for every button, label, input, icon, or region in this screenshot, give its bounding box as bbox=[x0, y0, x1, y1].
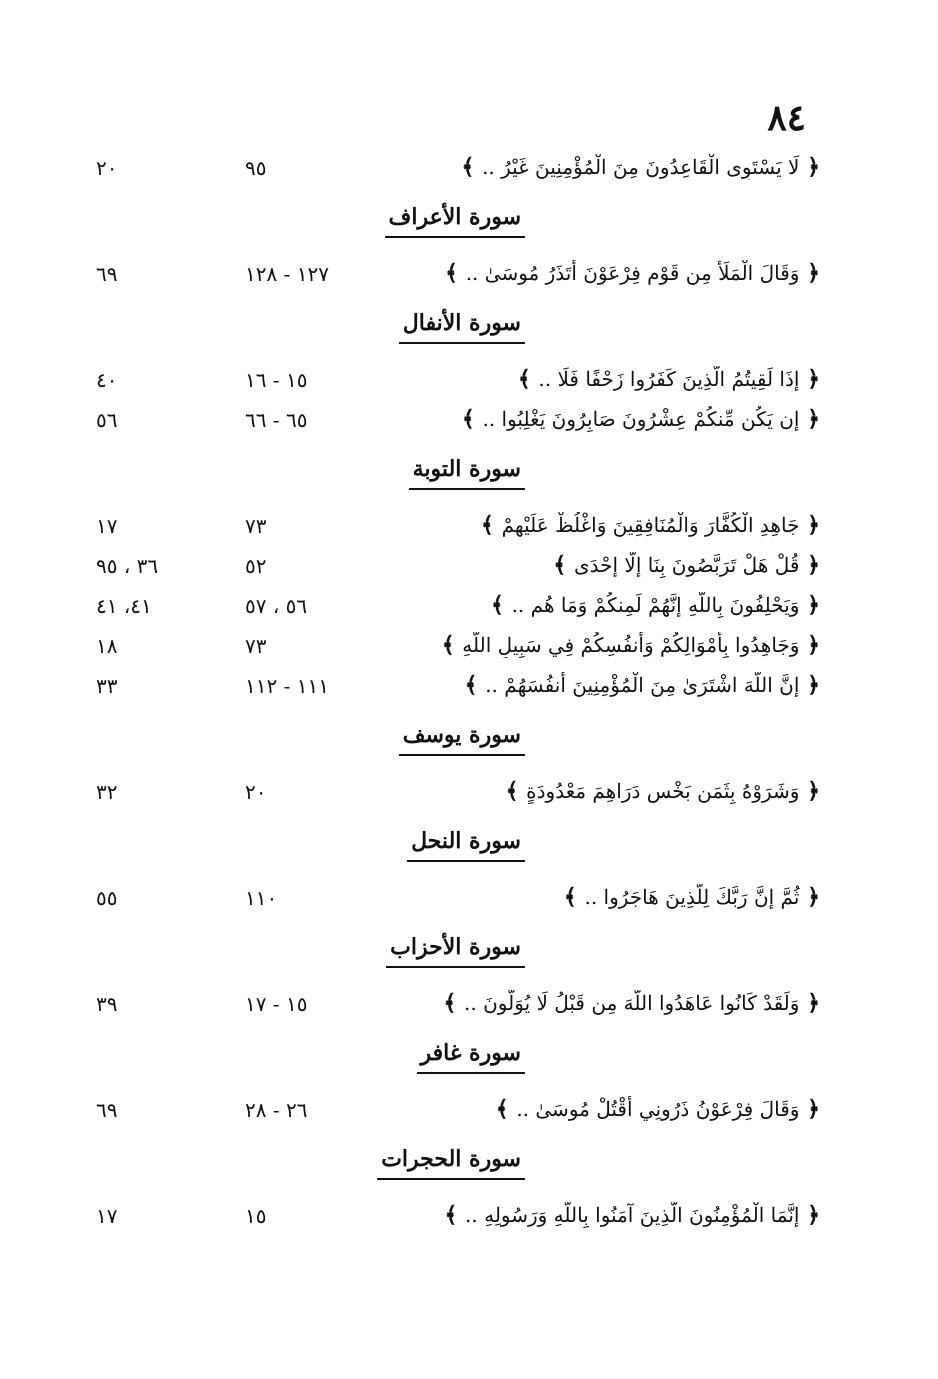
close-bracket-icon: ﴾ bbox=[461, 406, 483, 432]
verse-text bbox=[430, 406, 820, 432]
surah-heading bbox=[60, 814, 820, 880]
surah-title: سورة الأعراف bbox=[385, 204, 525, 238]
index-row bbox=[60, 402, 820, 442]
verse-content: جَاهِدِ الْكُفَّارَ وَالْمُنَافِقِينَ وَاغْلُظْ عَلَيْهِمْ bbox=[501, 513, 800, 537]
index-row bbox=[60, 362, 820, 402]
surah-title: سورة التوبة bbox=[409, 456, 525, 490]
close-bracket-icon: ﴾ bbox=[441, 632, 463, 658]
open-bracket-icon: ﴿ bbox=[799, 990, 820, 1016]
close-bracket-icon: ﴾ bbox=[445, 260, 466, 286]
page-reference: ٣٦ ، ٩٥ bbox=[96, 554, 159, 578]
page-reference: ٤١، ٤١ bbox=[96, 594, 152, 618]
verse-content: لَا يَسْتَوِى الْقَاعِدُونَ مِنَ الْمُؤْمِنِينَ غَيْرُ .. bbox=[482, 155, 800, 179]
verse-text bbox=[430, 632, 820, 658]
verse-content: إِذَا لَقِيتُمُ الَّذِينَ كَفَرُوا زَحْفًا فَلَا .. bbox=[538, 367, 800, 391]
page-reference: ٥٦ bbox=[96, 408, 118, 432]
ayah-number: ١١١ - ١١٢ bbox=[245, 674, 329, 698]
open-bracket-icon: ﴿ bbox=[799, 1096, 820, 1122]
open-bracket-icon: ﴿ bbox=[799, 632, 820, 658]
open-bracket-icon: ﴿ bbox=[799, 512, 820, 538]
verse-text bbox=[430, 884, 820, 910]
ayah-number: ٥٢ bbox=[245, 554, 267, 578]
surah-heading bbox=[60, 1132, 820, 1198]
open-bracket-icon: ﴿ bbox=[799, 260, 820, 286]
open-bracket-icon: ﴿ bbox=[799, 778, 820, 804]
verse-text bbox=[430, 366, 820, 392]
index-row bbox=[60, 668, 820, 708]
verse-text bbox=[430, 154, 820, 180]
verse-content: وَيَحْلِفُونَ بِاللَّهِ إِنَّهُمْ لَمِنكُمْ وَمَا هُم .. bbox=[511, 593, 800, 617]
open-bracket-icon: ﴿ bbox=[799, 366, 820, 392]
index-row bbox=[60, 628, 820, 668]
page-reference: ١٨ bbox=[96, 634, 118, 658]
verse-text bbox=[430, 512, 820, 538]
page-reference: ٤٠ bbox=[96, 368, 118, 392]
close-bracket-icon: ﴾ bbox=[553, 552, 574, 578]
index-row bbox=[60, 1092, 820, 1132]
page-reference: ٦٩ bbox=[96, 262, 118, 286]
verse-content: إِنَّ اللَّهَ اشْتَرَىٰ مِنَ الْمُؤْمِنِينَ أَنفُسَهُمْ .. bbox=[485, 673, 800, 697]
open-bracket-icon: ﴿ bbox=[799, 672, 820, 698]
index-row bbox=[60, 548, 820, 588]
open-bracket-icon: ﴿ bbox=[799, 1202, 820, 1228]
ayah-number: ١١٠ bbox=[245, 886, 278, 910]
ayah-number: ٥٦ ، ٥٧ bbox=[245, 594, 308, 618]
verse-text bbox=[430, 592, 820, 618]
ayah-number: ١٥ - ١٧ bbox=[245, 992, 308, 1016]
index-row bbox=[60, 588, 820, 628]
verse-text bbox=[430, 1202, 820, 1228]
surah-heading bbox=[60, 1026, 820, 1092]
index-row bbox=[60, 986, 820, 1026]
page-reference: ٣٣ bbox=[96, 674, 118, 698]
ayah-number: ٧٣ bbox=[245, 514, 267, 538]
index-row bbox=[60, 256, 820, 296]
verse-text bbox=[430, 552, 820, 578]
open-bracket-icon: ﴿ bbox=[799, 406, 820, 432]
close-bracket-icon: ﴾ bbox=[505, 778, 527, 804]
ayah-number: ١٢٧ - ١٢٨ bbox=[245, 262, 329, 286]
surah-title: سورة الأنفال bbox=[399, 310, 525, 344]
verse-text bbox=[430, 1096, 820, 1122]
page-reference: ٣٩ bbox=[96, 992, 118, 1016]
surah-heading bbox=[60, 296, 820, 362]
surah-title: سورة النحل bbox=[407, 828, 525, 862]
index-row bbox=[60, 774, 820, 814]
ayah-number: ١٥ bbox=[245, 1204, 267, 1228]
verse-text bbox=[430, 260, 820, 286]
verse-content: وَشَرَوْهُ بِثَمَنٍ بَخْسٍ دَرَاهِمَ مَعْدُودَةٍ bbox=[526, 779, 800, 803]
index-row bbox=[60, 880, 820, 920]
ayah-number: ٧٣ bbox=[245, 634, 267, 658]
open-bracket-icon: ﴿ bbox=[799, 552, 820, 578]
ayah-number: ١٥ - ١٦ bbox=[245, 368, 308, 392]
ayah-number: ٢٠ bbox=[245, 780, 267, 804]
verse-content: وَقَالَ الْمَلَأُ مِن قَوْمِ فِرْعَوْنَ أَتَذَرُ مُوسَىٰ .. bbox=[465, 261, 800, 285]
ayah-number: ٢٦ - ٢٨ bbox=[245, 1098, 308, 1122]
verse-text bbox=[430, 778, 820, 804]
page-reference: ٣٢ bbox=[96, 780, 118, 804]
page-reference: ١٧ bbox=[96, 1204, 118, 1228]
verse-content: وَقَالَ فِرْعَوْنُ ذَرُونِي أَقْتُلْ مُوسَىٰ .. bbox=[516, 1097, 800, 1121]
verse-content: ثُمَّ إِنَّ رَبَّكَ لِلَّذِينَ هَاجَرُوا .. bbox=[584, 885, 800, 909]
verse-content: إِن يَكُن مِّنكُمْ عِشْرُونَ صَابِرُونَ يَغْلِبُوا .. bbox=[482, 407, 800, 431]
page-number: ٨٤ bbox=[767, 97, 806, 139]
surah-title: سورة يوسف bbox=[399, 722, 525, 756]
surah-title: سورة الأحزاب bbox=[386, 934, 525, 968]
surah-heading bbox=[60, 190, 820, 256]
verse-content: إِنَّمَا الْمُؤْمِنُونَ الَّذِينَ آمَنُوا بِاللَّهِ وَرَسُولِهِ .. bbox=[465, 1203, 800, 1227]
close-bracket-icon: ﴾ bbox=[461, 154, 483, 180]
close-bracket-icon: ﴾ bbox=[443, 990, 465, 1016]
close-bracket-icon: ﴾ bbox=[464, 672, 486, 698]
surah-title: سورة غافر bbox=[417, 1040, 525, 1074]
close-bracket-icon: ﴾ bbox=[491, 592, 512, 618]
close-bracket-icon: ﴾ bbox=[444, 1202, 466, 1228]
open-bracket-icon: ﴿ bbox=[799, 884, 820, 910]
page-reference: ٢٠ bbox=[96, 156, 118, 180]
verse-content: وَجَاهِدُوا بِأَمْوَالِكُمْ وَأَنفُسِكُمْ فِي سَبِيلِ اللَّهِ bbox=[462, 633, 800, 657]
page-reference: ٦٩ bbox=[96, 1098, 118, 1122]
index-row bbox=[60, 150, 820, 190]
verse-content: وَلَقَدْ كَانُوا عَاهَدُوا اللَّهَ مِن قَبْلُ لَا يُوَلُّونَ .. bbox=[464, 991, 800, 1015]
verse-index-list bbox=[60, 150, 820, 1238]
page-reference: ١٧ bbox=[96, 514, 118, 538]
open-bracket-icon: ﴿ bbox=[799, 154, 820, 180]
surah-heading bbox=[60, 442, 820, 508]
page-reference: ٥٥ bbox=[96, 886, 118, 910]
verse-content: قُلْ هَلْ تَرَبَّصُونَ بِنَا إِلَّا إِحْدَى bbox=[573, 553, 800, 577]
verse-text bbox=[430, 990, 820, 1016]
surah-title: سورة الحجرات bbox=[377, 1146, 525, 1180]
ayah-number: ٩٥ bbox=[245, 156, 267, 180]
close-bracket-icon: ﴾ bbox=[495, 1096, 517, 1122]
index-row bbox=[60, 508, 820, 548]
close-bracket-icon: ﴾ bbox=[517, 366, 539, 392]
close-bracket-icon: ﴾ bbox=[481, 512, 502, 538]
index-row bbox=[60, 1198, 820, 1238]
close-bracket-icon: ﴾ bbox=[563, 884, 585, 910]
verse-text bbox=[430, 672, 820, 698]
surah-heading bbox=[60, 708, 820, 774]
ayah-number: ٦٥ - ٦٦ bbox=[245, 408, 308, 432]
open-bracket-icon: ﴿ bbox=[799, 592, 820, 618]
surah-heading bbox=[60, 920, 820, 986]
